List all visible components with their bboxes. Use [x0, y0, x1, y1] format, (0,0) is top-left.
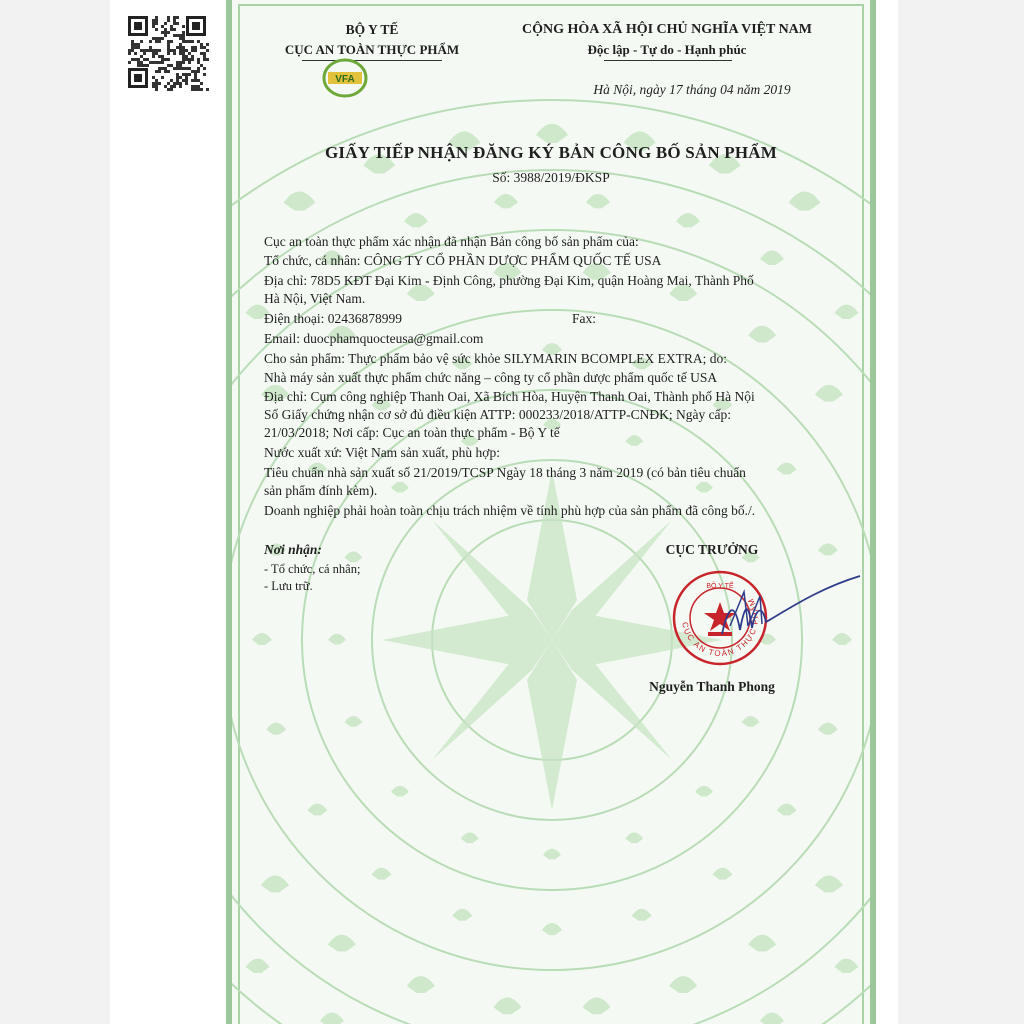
- origin-line: Nước xuất xứ: Việt Nam sản xuất, phù hợp:: [264, 445, 500, 460]
- recipients-heading: Nơi nhận:: [264, 542, 322, 557]
- certificate: [226, 0, 876, 1024]
- certificate-line-1: Số Giấy chứng nhận cơ sở đủ điều kiện ATTP: 000233/2018/ATTP-CNĐK; Ngày cấp:: [264, 407, 732, 422]
- address-line-2: Hà Nội, Việt Nam.: [264, 291, 366, 306]
- motto: Độc lập - Tự do - Hạnh phúc: [587, 42, 747, 57]
- product-line: Cho sản phẩm: Thực phẩm bảo vệ sức khỏe SILYMARIN BCOMPLEX EXTRA; do:: [264, 351, 727, 366]
- document-number: Số: 3988/2019/ĐKSP: [492, 170, 610, 185]
- stamp-ring-text: CỤC AN TOÀN THỰC PHẨM: [680, 595, 761, 659]
- intro-line: Cục an toàn thực phẩm xác nhận đã nhận Bản công bố sản phẩm của:: [264, 234, 639, 249]
- signer-role: CỤC TRƯỞNG: [665, 542, 759, 557]
- date-line: Hà Nội, ngày 17 tháng 04 năm 2019: [593, 82, 791, 97]
- motto-underline: [604, 60, 732, 61]
- document-title: GIẤY TIẾP NHẬN ĐĂNG KÝ BẢN CÔNG BỐ SẢN PHẨM: [324, 143, 778, 162]
- fax-line: Fax:: [572, 311, 597, 326]
- standard-line-1: Tiêu chuẩn nhà sản xuất số 21/2019/TCSP Ngày 18 tháng 3 năm 2019 (có bản tiêu chuẩn: [264, 465, 746, 480]
- recipient-item-2: - Lưu trữ.: [264, 579, 313, 593]
- address-line-1: Địa chỉ: 78D5 KĐT Đại Kim - Định Công, phường Đại Kim, quận Hoàng Mai, Thành Phố: [264, 273, 754, 288]
- phone-line: Điện thoại: 02436878999: [264, 311, 402, 326]
- official-seal-icon: [670, 568, 870, 678]
- signer-name: Nguyễn Thanh Phong: [649, 679, 775, 694]
- organization-line: Tổ chức, cá nhân: CÔNG TY CỔ PHẦN DƯỢC PHẨM QUỐC TẾ USA: [264, 253, 662, 268]
- recipient-item-1: - Tổ chức, cá nhân;: [264, 562, 361, 576]
- qr-code-icon: [122, 10, 212, 94]
- responsibility-line: Doanh nghiệp phải hoàn toàn chịu trách nhiệm về tính phù hợp của sản phẩm đã công bố./.: [264, 503, 756, 518]
- agency-name: CỤC AN TOÀN THỰC PHẨM: [284, 42, 460, 57]
- factory-address-line: Địa chỉ: Cụm công nghiệp Thanh Oai, Xã Bích Hòa, Huyện Thanh Oai, Thành phố Hà Nội: [264, 389, 755, 404]
- vfa-logo-icon: [322, 58, 368, 98]
- factory-line: Nhà máy sản xuất thực phẩm chức năng – công ty cổ phần dược phẩm quốc tế USA: [264, 370, 718, 385]
- certificate-line-2: 21/03/2018; Nơi cấp: Cục an toàn thực phẩm - Bộ Y tế: [264, 425, 560, 440]
- standard-line-2: sản phẩm đính kèm).: [264, 483, 378, 498]
- ministry-name: BỘ Y TẾ: [345, 22, 399, 37]
- email-line: Email: duocphamquoctеusa@gmail.com: [264, 331, 484, 346]
- logo-text: VFA: [335, 74, 355, 85]
- stamp-top-text: BỘ Y TẾ: [706, 583, 734, 590]
- republic-name: CỘNG HÒA XÃ HỘI CHỦ NGHĨA VIỆT NAM: [521, 22, 812, 37]
